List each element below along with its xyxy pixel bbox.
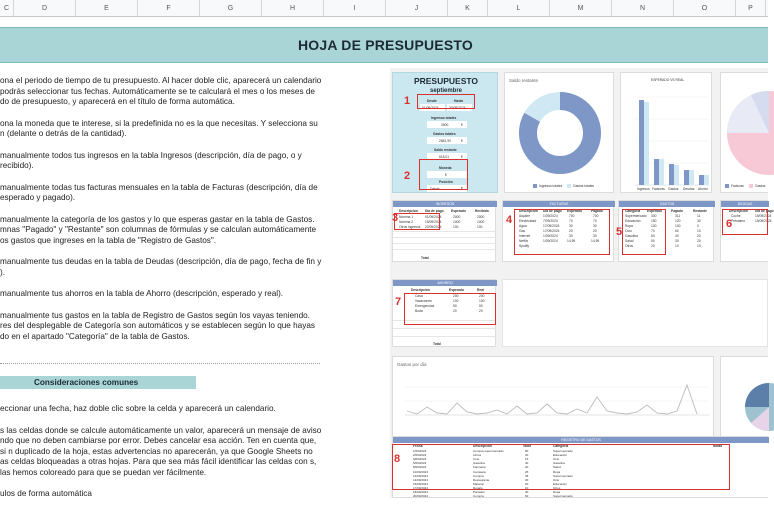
registro-cell[interactable]: 40 [525, 461, 529, 466]
ahorro-r1r[interactable]: 200 [479, 294, 485, 298]
badge-6: 6 [726, 218, 733, 230]
facturas-r6p[interactable]: 14,99 [591, 239, 600, 243]
column-header-f[interactable]: F [138, 0, 200, 16]
instruction-8: manualmente tus gastos en la tabla de Registro de Gastos según los vayas teniendo. res del desplegable de Categoría son automáticos y se establecen según lo que hayas do en el apartado "Categoría" de la tabla de Gastos. [0, 310, 315, 341]
registro-cell[interactable]: 15/09/2024 [413, 481, 429, 486]
registro-cell[interactable]: 2/09/2024 [413, 453, 427, 458]
ingresos-r3c1[interactable]: Otros ingresos [399, 225, 421, 229]
currency-symbol: € [461, 138, 463, 143]
gastos-h2: Esperado [647, 209, 663, 213]
bar-cat-2: Facturas [652, 187, 665, 191]
registro-cell[interactable]: 20 [525, 481, 529, 486]
column-header-e[interactable]: E [76, 0, 138, 16]
considerations-notes [0, 404, 322, 511]
note-1: eccionar una fecha, haz doble clic sobre la celda y aparecerá un calendario. [0, 404, 276, 413]
ahorro-r3e[interactable]: 50 [453, 304, 457, 308]
registro-cell[interactable]: 25 [525, 469, 529, 474]
registro-cell[interactable]: 15 [525, 457, 529, 462]
facturas-r6v[interactable]: 14,99 [567, 239, 576, 243]
facturas-r4[interactable]: Gas [519, 229, 526, 233]
donut-chart-card [504, 72, 614, 193]
facturas-r2v[interactable]: 70 [569, 219, 573, 223]
ingresos-r3c3[interactable]: 100 [453, 225, 459, 229]
divider [0, 363, 320, 364]
registro-cell[interactable]: Gasolina [553, 461, 565, 466]
badge-1: 1 [404, 95, 411, 107]
ahorro-h2: Esperado [449, 288, 465, 292]
column-header-g[interactable]: G [200, 0, 262, 16]
registro-cell[interactable]: 45 [525, 473, 529, 478]
registro-cell[interactable]: 20/09/2024 [413, 494, 429, 499]
ahorro-r4e[interactable]: 20 [453, 309, 457, 313]
pie-chart-card [720, 72, 768, 193]
highlight-currency [419, 159, 468, 190]
row-divider [393, 243, 497, 244]
ingresos-r1c3[interactable]: 2000 [453, 215, 461, 219]
title-banner [0, 27, 768, 63]
highlight-dates [417, 94, 475, 109]
instruction-7: manualmente tus ahorros en la tabla de Ahorro (descripción, esperado y real). [0, 289, 284, 298]
ingresos-r2c3[interactable]: 1000 [453, 220, 461, 224]
pie-legend-1: Facturas [731, 184, 744, 188]
ahorro-r3[interactable]: Emergencias [415, 304, 435, 308]
moneda-label: Moneda [439, 166, 452, 170]
gastos-r3p[interactable]: 100 [675, 224, 681, 228]
facturas-r7[interactable]: Spotify [519, 244, 530, 248]
ahorro-title: AHORRO [393, 280, 497, 286]
gastos-r4p[interactable]: 60 [675, 229, 679, 233]
gastos-r1[interactable]: Supermercado [625, 214, 647, 218]
registro-cell[interactable]: 3/09/2024 [413, 457, 427, 462]
column-header-n[interactable]: N [612, 0, 674, 16]
registro-cell[interactable]: Camiseta [473, 469, 486, 474]
badge-3: 3 [392, 212, 399, 224]
ingresos-table [392, 200, 496, 262]
ingresos-r1c4[interactable]: 2000 [477, 215, 485, 219]
registro-cell[interactable]: 14/09/2024 [413, 477, 429, 482]
ingresos-h1: Descripción [399, 209, 418, 213]
hasta-value: 30/09/2024 [449, 105, 466, 110]
gastos-h3: Pagado [671, 209, 683, 213]
registro-cell[interactable]: Compra [473, 473, 484, 478]
ahorro-r1[interactable]: Casa [415, 294, 423, 298]
deudas-title: DEUDAS [721, 201, 769, 207]
facturas-r1d[interactable]: 1/09/2024 [543, 214, 558, 218]
highlight-registro [392, 444, 730, 490]
gastos-r3r[interactable]: 0 [697, 224, 699, 228]
gastos-r1r[interactable]: 11 [697, 214, 701, 218]
row-divider [393, 336, 497, 337]
pie-legend-2: Gastos [755, 184, 766, 188]
gastos-r6e[interactable]: 50 [651, 239, 655, 243]
registro-cell[interactable]: Farmacia [473, 465, 486, 470]
registro-cell[interactable]: Salud [553, 465, 561, 470]
facturas-r3d[interactable]: 17/09/2024 [543, 224, 560, 228]
gastos-r5p[interactable]: 40 [675, 234, 679, 238]
donut-chart [505, 73, 615, 194]
column-header-d[interactable]: D [14, 0, 76, 16]
facturas-title: FACTURAS [503, 201, 615, 207]
facturas-r6d[interactable]: 1/09/2024 [543, 239, 558, 243]
facturas-r4p[interactable]: 20 [593, 229, 597, 233]
registro-cell[interactable]: Supermercado [553, 494, 573, 499]
ingresos-h2: Día de pago [425, 209, 444, 213]
registro-cell[interactable]: Ropa [553, 469, 561, 474]
facturas-r1v[interactable]: 700 [569, 214, 575, 218]
ingresos-h3: Esperado [451, 209, 467, 213]
ahorro-r3r[interactable]: 50 [479, 304, 483, 308]
instruction-4: manualmente todas tus facturas mensuales en la tabla de Facturas (descripción, día de esperado y pagado). [0, 182, 318, 202]
note-2: s las celdas donde se calcule automáticamente un valor, aparecerá un mensaje de aviso ndo que no deben cambiarse por error. Debes cancelar esa acción. Ten en cuenta que, si n duplicado de la hoja, estas advertencias no aparecerán, ya que Google Sheets no as celdas bloqueadas a otras hojas. Para que sea más fácil identificar las celdas con s, las hemos coloreado para que se puedan ver fácilmente. [0, 425, 322, 477]
column-header-j[interactable]: J [386, 0, 448, 16]
ahorro-r4r[interactable]: 20 [479, 309, 483, 313]
gastos-r2e[interactable]: 150 [651, 219, 657, 223]
facturas-r5d[interactable]: 1/09/2024 [543, 234, 558, 238]
row-divider [393, 249, 497, 250]
registro-title: REGISTRO DE GASTOS [393, 437, 769, 443]
registro-cell[interactable]: Cine [473, 457, 480, 462]
donut-legend-1: Ingresos totales [539, 184, 563, 188]
registro-cell[interactable]: Compra [473, 494, 484, 499]
ahorro-h1: Descripción [411, 288, 430, 292]
bar-cat-3: Gastos [668, 187, 679, 191]
bar-chart [621, 73, 713, 194]
facturas-r1p[interactable]: 700 [593, 214, 599, 218]
ingresos-value: 3000 [441, 122, 449, 127]
moneda-value: € [445, 172, 447, 177]
gastos-r7r[interactable]: 10 [697, 244, 701, 248]
registro-cell[interactable]: 20 [525, 465, 529, 470]
registro-cell[interactable]: 5/09/2024 [413, 461, 427, 466]
badge-7: 7 [395, 296, 402, 308]
deudas-r2[interactable]: Préstamo [731, 219, 746, 223]
ingresos-total-label: Total [421, 256, 429, 260]
empty-rows-area [502, 279, 768, 347]
gastos-value: 2681,90 [439, 138, 451, 143]
registro-cell[interactable]: 10/09/2024 [413, 469, 429, 474]
facturas-r3[interactable]: Agua [519, 224, 527, 228]
instructions-list [0, 76, 322, 353]
registro-h4: Categoría [553, 444, 569, 448]
registro-cell[interactable]: 12/09/2024 [413, 473, 429, 478]
registro-cell[interactable]: Libros [473, 453, 482, 458]
bar-cat-1: Ingresos [637, 187, 650, 191]
registro-cell[interactable]: Educación [553, 481, 568, 486]
deudas-h1: Descripción [729, 209, 748, 213]
facturas-r4v[interactable]: 20 [569, 229, 573, 233]
gastos-r2p[interactable]: 120 [675, 219, 681, 223]
facturas-h3: Esperado [567, 209, 583, 213]
highlight-gastos [622, 209, 666, 255]
gastos-r3[interactable]: Ropa [625, 224, 633, 228]
column-header-bar [0, 0, 768, 17]
hasta-label: Hasta [454, 99, 463, 103]
line-chart-title: Gastos por día [397, 362, 427, 367]
gastos-r2r[interactable]: 30 [697, 219, 701, 223]
highlight-ahorro [404, 293, 496, 325]
ingresos-r1c1[interactable]: Nómina 1 [399, 215, 414, 219]
badge-5: 5 [616, 226, 623, 238]
ingresos-h4: Recibido [475, 209, 489, 213]
column-header-p[interactable]: P [736, 0, 766, 16]
registro-cell[interactable]: Ocio [553, 477, 560, 482]
gastos-r4[interactable]: Ocio [625, 229, 632, 233]
registro-cell[interactable]: Ocio [553, 457, 560, 462]
currency-symbol: € [461, 154, 463, 159]
considerations-heading: Consideraciones comunes [0, 376, 196, 389]
gastos-r6[interactable]: Salud [625, 239, 634, 243]
donut-legend-2: Gastos totales [573, 184, 595, 188]
ahorro-total-label: Total [433, 342, 441, 346]
registro-cell[interactable]: 10 [525, 485, 529, 490]
registro-cell[interactable]: Supermercado [553, 449, 573, 453]
bar-cat-4: Deudas [683, 187, 695, 191]
gastos-r6p[interactable]: 30 [675, 239, 679, 243]
ahorro-r4[interactable]: Boda [415, 309, 423, 313]
gastos-h4: Restante [693, 209, 707, 213]
registro-cell[interactable]: Educación [553, 453, 568, 458]
summary-month: septiembre [429, 88, 462, 94]
registro-cell[interactable]: 8/09/2024 [413, 465, 427, 470]
facturas-r2p[interactable]: 70 [593, 219, 597, 223]
ingresos-r3c4[interactable]: 100 [477, 225, 483, 229]
badge-4: 4 [506, 214, 513, 226]
row-divider [393, 328, 497, 329]
badge-2: 2 [404, 170, 411, 182]
registro-cell[interactable]: Supermercado [553, 473, 573, 478]
template-preview [390, 68, 774, 499]
saldo-label: Saldo restante [434, 148, 457, 152]
registro-h5: Notas [713, 444, 723, 448]
gastos-r4r[interactable]: 10 [697, 229, 701, 233]
registro-cell[interactable]: 18/09/2024 [413, 490, 429, 494]
gastos-r7p[interactable]: 10 [675, 244, 679, 248]
facturas-h4: Pagado [591, 209, 603, 213]
registro-h3: Valor [523, 444, 532, 448]
column-header-k[interactable]: K [448, 0, 488, 16]
bar-cat-5: Ahorro [698, 187, 708, 191]
registro-cell[interactable]: Material [473, 481, 484, 486]
registro-cell[interactable]: Otros [553, 485, 561, 490]
deudas-h2: Día de pago [755, 209, 774, 213]
ingresos-r1c2[interactable]: 01/09/2024 [425, 215, 442, 219]
gastos-r7[interactable]: Otros [625, 244, 634, 248]
ahorro-r2r[interactable]: 100 [479, 299, 485, 303]
ingresos-r2c2[interactable]: 15/09/2024 [425, 220, 442, 224]
saldo-value: 618,01 [439, 154, 450, 159]
summary-title: PRESUPUESTO [413, 76, 479, 86]
gastos-r7e[interactable]: 20 [651, 244, 655, 248]
ahorro-r2[interactable]: Vacaciones [415, 299, 432, 303]
ingresos-label: Ingresos totales [431, 116, 457, 120]
row-divider [393, 237, 497, 238]
registro-h1: Fecha [413, 444, 423, 448]
gastos-r6r[interactable]: 20 [697, 239, 701, 243]
pie-chart [721, 73, 769, 194]
gastos-r5e[interactable]: 60 [651, 234, 655, 238]
facturas-r6[interactable]: Netflix [519, 239, 529, 243]
registro-cell[interactable]: Regalo [473, 485, 483, 490]
chevron-down-icon: ▾ [461, 186, 463, 190]
highlight-facturas [514, 209, 610, 255]
posicion-value: Detrás [430, 186, 440, 191]
ingresos-value-box [427, 121, 467, 128]
facturas-r3p[interactable]: 30 [593, 224, 597, 228]
registro-cell[interactable]: Compra supermercado [473, 449, 504, 453]
gastos-h1: Categoría [625, 209, 641, 213]
ingresos-title: INGRESOS [393, 201, 497, 207]
facturas-h1: Descripción [519, 209, 538, 213]
deudas-r1d[interactable]: 15/09/2024 [755, 214, 772, 218]
column-header-h[interactable]: H [262, 0, 324, 16]
gastos-title: GASTOS [619, 201, 715, 207]
highlight-ingresos [394, 213, 440, 230]
gastos-value-box [427, 137, 467, 144]
registro-cell[interactable]: 60 [525, 494, 529, 499]
column-header-i[interactable]: I [324, 0, 386, 16]
facturas-r5v[interactable]: 30 [569, 234, 573, 238]
registro-cell[interactable]: 40 [525, 490, 529, 494]
registro-cell[interactable]: 80 [525, 449, 529, 453]
facturas-r2[interactable]: Electricidad [519, 219, 537, 223]
row-divider [393, 231, 497, 232]
gastos-r2[interactable]: Educación [625, 219, 641, 223]
desde-label: Desde [427, 99, 437, 103]
column-header-l[interactable]: L [488, 0, 550, 16]
facturas-h2: Día de pago [543, 209, 562, 213]
column-header-o[interactable]: O [674, 0, 736, 16]
registro-cell[interactable]: 30 [525, 453, 529, 458]
posicion-label: Posición [439, 180, 453, 184]
registro-cell[interactable]: 17/09/2024 [413, 485, 429, 490]
ingresos-r2c1[interactable]: Nómina 2 [399, 220, 414, 224]
column-header-m[interactable]: M [550, 0, 612, 16]
gastos-r3e[interactable]: 100 [651, 224, 657, 228]
registro-cell[interactable]: Pantalón [473, 490, 485, 494]
desde-value: 01/09/2024 [422, 105, 439, 110]
ahorro-h3: Real [477, 288, 484, 292]
gastos-label: Gastos totales [433, 132, 456, 136]
gastos-r1e[interactable]: 300 [651, 214, 657, 218]
facturas-r2d[interactable]: 7/09/2024 [543, 219, 558, 223]
ahorro-r1e[interactable]: 200 [453, 294, 459, 298]
instruction-2: ona la moneda que te interese, si la predefinida no es la que necesitas. Y selecciona su n (delante o detrás de la cantidad). [0, 118, 318, 138]
facturas-r5p[interactable]: 30 [593, 234, 597, 238]
registro-cell[interactable]: Gasolina [473, 461, 485, 466]
donut-title: Saldo restante [509, 78, 539, 83]
ahorro-r2e[interactable]: 100 [453, 299, 459, 303]
registro-h2: Descripción [473, 444, 492, 448]
facturas-r1[interactable]: Alquiler [519, 214, 530, 218]
gastos-r4e[interactable]: 70 [651, 229, 655, 233]
instruction-5: manualmente la categoría de los gastos y lo que esperas gastar en la tabla de Gastos. mnas "Pagado" y "Restante" son columnas de fórmulas y se calculan automáticamente os gastos que ingreses en la tabla de "Registro de Gastos". [0, 214, 317, 245]
gastos-r5[interactable]: Gasolina [625, 234, 639, 238]
facturas-r5[interactable]: Internet [519, 234, 531, 238]
gastos-r5r[interactable]: 20 [697, 234, 701, 238]
gastos-r1p[interactable]: 311 [675, 214, 681, 218]
deudas-r1[interactable]: Coche [731, 214, 741, 218]
instruction-6: manualmente tus deudas en la tabla de Deudas (descripción, día de pago, fecha de fin y ). [0, 257, 322, 277]
currency-symbol: € [461, 122, 463, 127]
registro-cell[interactable]: Restaurante [473, 477, 490, 482]
bar-chart-title: ESPERADO VS REAL [651, 78, 685, 82]
facturas-r3v[interactable]: 30 [569, 224, 573, 228]
instruction-3: manualmente todos tus ingresos en la tabla Ingresos (descripción, día de pago, o y recibido). [0, 150, 302, 170]
column-header-c[interactable]: C [0, 0, 14, 16]
registro-cell[interactable]: 1/09/2024 [413, 449, 427, 453]
facturas-r4d[interactable]: 17/09/2024 [543, 229, 560, 233]
deudas-r2d[interactable]: 15/09/2024 [755, 219, 772, 223]
ingresos-r3c2[interactable]: 22/09/2024 [425, 225, 442, 229]
expected-vs-real-chart-card [620, 72, 712, 193]
registro-cell[interactable]: 30 [525, 477, 529, 482]
ingresos-r2c4[interactable]: 1000 [477, 220, 485, 224]
instruction-1: ona el periodo de tiempo de tu presupuesto. Al hacer doble clic, aparecerá un calendario podrás seleccionar tus fechas. Automáticamente se te calculará el mes o los meses de do de presupuesto, y aparecerá en el título de forma automática. [0, 76, 322, 106]
registro-cell[interactable]: Ropa [553, 490, 561, 494]
page-title: HOJA DE PRESUPUESTO [298, 37, 473, 53]
note-3: ulos de forma automática [0, 489, 92, 498]
badge-8: 8 [394, 453, 401, 465]
